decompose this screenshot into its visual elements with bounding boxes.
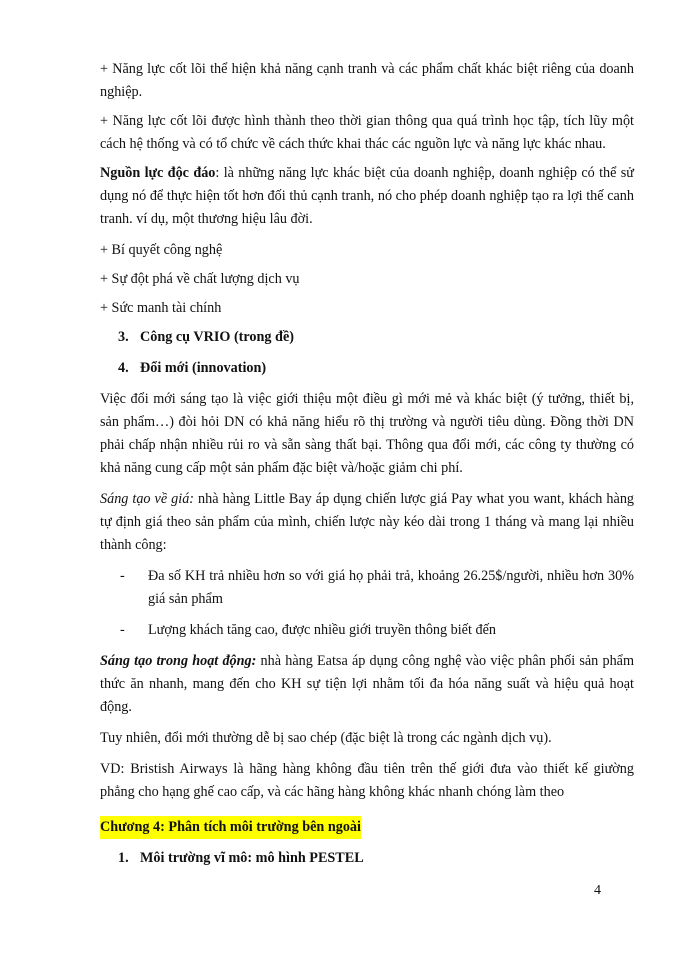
paragraph-core-competence-1: + Năng lực cốt lõi thể hiện khả năng cạnh tranh và các phẩm chất khác biệt riêng của doanh nghiệp. <box>100 61 634 100</box>
dash-marker: - <box>120 622 125 638</box>
heading-number: 3. <box>118 329 129 345</box>
dash-list-item <box>120 619 634 642</box>
paragraph-operation-innovation <box>100 650 634 719</box>
list-item-plus: + Sự đột phá về chất lượng dịch vụ <box>100 271 300 287</box>
paragraph-example: VD: Bristish Airways là hãng hàng không đầu tiên trên thế giới đưa vào thiết kế giường phẳng cho hạng ghế cao cấp, và các hãng hàng không khác nhanh chóng làm theo <box>100 761 634 800</box>
dash-text: Lượng khách tăng cao, được nhiều giới truyền thông biết đến <box>148 622 496 638</box>
term-price-innovation: Sáng tạo về giá: <box>100 491 195 507</box>
dash-list-item <box>120 565 634 611</box>
heading-text: Đổi mới (innovation) <box>140 360 267 376</box>
paragraph-innovation: Việc đổi mới sáng tạo là việc giới thiệu một điều gì mới mẻ và khác biệt (ý tưởng, thiết bị, sản phẩm…) đòi hỏi DN có khả năng hiểu rõ thị trường và người tiêu dùng. Đồng thời DN phải chấp nhận nhiều rủi ro và sẵn sàng thất bại. Thông qua đổi mới, các công ty thường có khả năng cung cấp một sản phẩm đặc biệt và/hoặc giảm chi phí. <box>100 391 634 476</box>
heading-text: Môi trường vĩ mô: mô hình PESTEL <box>140 850 364 866</box>
heading-number: 4. <box>118 360 129 376</box>
paragraph-copying: Tuy nhiên, đổi mới thường dễ bị sao chép (đặc biệt là trong các ngành dịch vụ). <box>100 730 552 746</box>
paragraph-core-competence-2: + Năng lực cốt lõi được hình thành theo thời gian thông qua quá trình học tập, tích lũy một cách hệ thống và có tổ chức về cách thức khai thác các nguồn lực và năng lực khác nhau. <box>100 113 634 152</box>
paragraph-unique-resources <box>100 162 634 231</box>
paragraph-price-innovation <box>100 488 634 557</box>
text-unique-resources: : là những năng lực khác biệt của doanh nghiệp, doanh nghiệp có thể sử dụng nó để thực hiện tốt hơn đối thủ cạnh tranh, nó cho phép doanh nghiệp tạo ra lợi thế canh tranh. ví dụ, một thương hiệu lâu đời. <box>100 165 634 227</box>
list-item-plus: + Sức manh tài chính <box>100 300 222 316</box>
text-price-innovation: nhà hàng Little Bay áp dụng chiến lược giá Pay what you want, khách hàng tự định giá theo sản phẩm của mình, chiến lược này kéo dài trong 1 tháng và mang lại nhiều thành công: <box>100 491 635 553</box>
list-item-plus: + Bí quyết công nghệ <box>100 242 223 258</box>
heading-number: 1. <box>118 850 129 866</box>
heading-vrio <box>118 326 634 349</box>
heading-innovation <box>118 357 634 380</box>
dash-marker: - <box>120 568 125 584</box>
heading-macro-environment <box>118 847 634 870</box>
page-number: 4 <box>594 883 601 898</box>
term-operation-innovation: Sáng tạo trong hoạt động: <box>100 653 257 669</box>
term-unique-resources: Nguồn lực độc đáo <box>100 165 216 181</box>
chapter-title: Chương 4: Phân tích môi trường bên ngoài <box>100 816 361 839</box>
text-operation-innovation: nhà hàng Eatsa áp dụng công nghệ vào việc phân phối sản phẩm thức ăn nhanh, mang đến cho KH sự tiện lợi nhằm tối đa hóa năng suất và hiệu quả hoạt động. <box>100 653 634 715</box>
document-page <box>100 58 634 878</box>
dash-text: Đa số KH trả nhiều hơn so với giá họ phải trả, khoảng 26.25$/người, nhiều hơn 30% giá sản phẩm <box>148 568 634 607</box>
heading-text: Công cụ VRIO (trong đề) <box>140 329 294 345</box>
chapter-heading <box>100 812 634 839</box>
